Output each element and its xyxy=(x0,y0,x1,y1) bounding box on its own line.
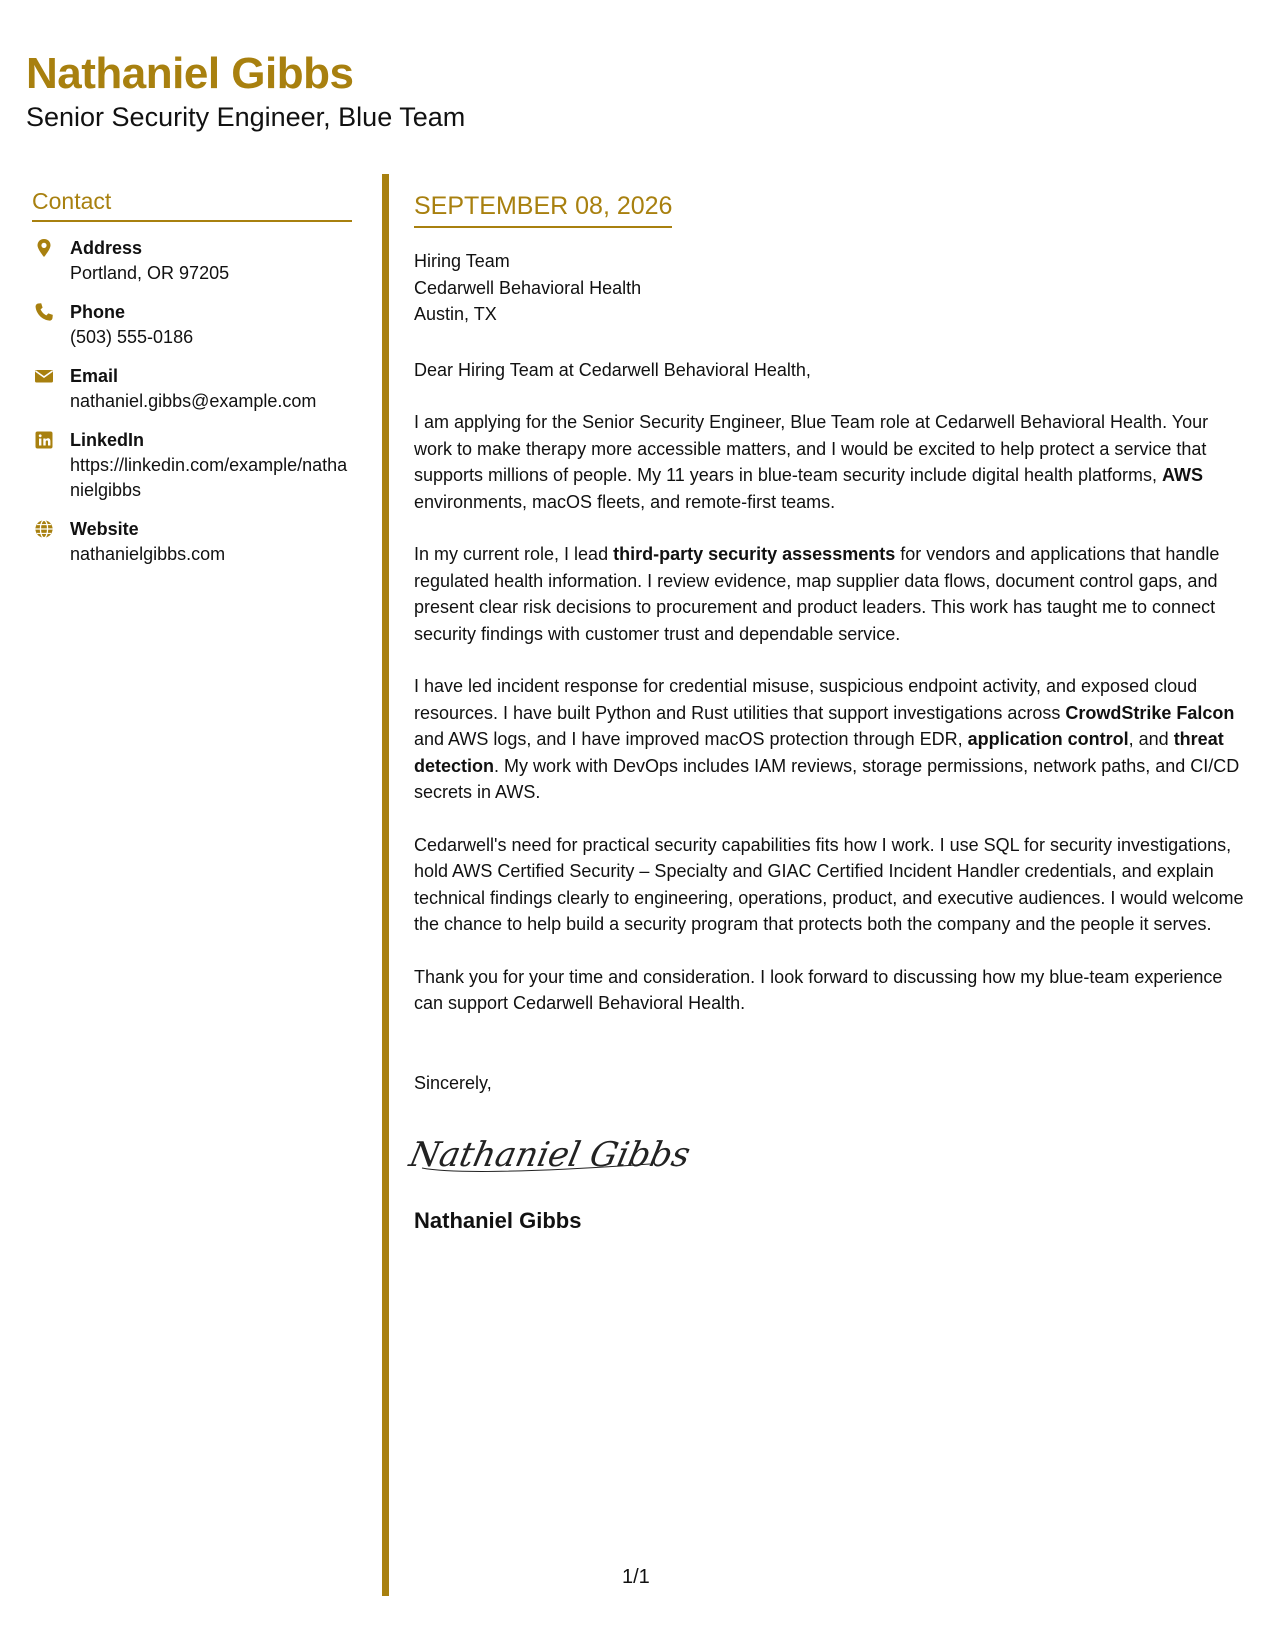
phone-label: Phone xyxy=(70,302,126,322)
closing: Sincerely, xyxy=(414,1072,492,1093)
handwritten-signature xyxy=(405,1118,1244,1188)
paragraph-text: I have led incident response for credential misuse, suspicious endpoint activity, and exposed cloud resources. I have built Python and Rust utilities that support investigations across xyxy=(414,676,1198,723)
globe-icon xyxy=(34,519,54,539)
envelope-icon xyxy=(34,366,54,386)
paragraph-text: I am applying for the Senior Security Engineer, Blue Team role at Cedarwell Behavioral Health. Your work to make therapy more accessible matters, and I would be excited to help protect a service that supports millions of people. My 11 years in blue-team security include digital health platforms, xyxy=(414,412,1209,485)
linkedin-value[interactable]: https://linkedin.com/example/nathanielgibbs xyxy=(70,455,348,500)
paragraph-text: , and xyxy=(1128,729,1174,749)
letter-body xyxy=(405,190,1244,1235)
body-paragraph xyxy=(414,541,1244,647)
address-label: Address xyxy=(70,238,143,258)
recipient-line: Austin, TX xyxy=(414,304,497,324)
recipient-line: Cedarwell Behavioral Health xyxy=(414,277,642,298)
paragraph-text: In my current role, I lead xyxy=(414,544,614,564)
applicant-title: Senior Security Engineer, Blue Team xyxy=(26,102,466,132)
body-paragraph xyxy=(414,964,1244,1017)
contact-address xyxy=(32,236,352,286)
linkedin-icon xyxy=(34,430,54,450)
phone-icon xyxy=(34,302,54,322)
contact-website xyxy=(32,517,352,567)
salutation: Dear Hiring Team at Cedarwell Behavioral Health, xyxy=(414,359,811,380)
paragraph-text: and AWS logs, and I have improved macOS protection through EDR, xyxy=(414,729,968,749)
contact-sidebar xyxy=(32,186,352,567)
emphasized-text: threat detection xyxy=(414,729,1224,776)
linkedin-label: LinkedIn xyxy=(70,430,145,450)
body-paragraph xyxy=(414,409,1244,515)
contact-linkedin xyxy=(32,428,352,503)
recipient-block xyxy=(414,248,1244,328)
address-value: Portland, OR 97205 xyxy=(70,263,230,283)
paragraph-text: Thank you for your time and consideration. I look forward to discussing how my blue-team experience can support Cedarwell Behavioral Health. xyxy=(414,966,1223,1013)
recipient-line: Hiring Team xyxy=(414,251,510,271)
body-paragraph xyxy=(414,832,1244,938)
paragraph-text: Cedarwell's need for practical security capabilities fits how I work. I use SQL for security investigations, hold AWS Certified Security – Specialty and GIAC Certified Incident Handler credentials, and explain technical findings clearly to engineering, operations, product, and executive audiences. I would welcome the chance to help build a security program that protects both the company and the people it serves. xyxy=(414,834,1244,934)
contact-phone xyxy=(32,300,352,350)
emphasized-text: AWS xyxy=(1162,465,1204,485)
letter-date: SEPTEMBER 08, 2026 xyxy=(414,190,672,228)
contact-section-title: Contact xyxy=(32,186,352,222)
website-value[interactable]: nathanielgibbs.com xyxy=(70,544,226,564)
page-number: 1/1 xyxy=(622,1566,650,1588)
contact-email xyxy=(32,364,352,414)
body-paragraph xyxy=(414,673,1244,806)
website-label: Website xyxy=(70,519,139,539)
emphasized-text: CrowdStrike Falcon xyxy=(1065,702,1235,723)
signature-image xyxy=(405,1118,694,1188)
email-value[interactable]: nathaniel.gibbs@example.com xyxy=(70,391,317,411)
map-pin-icon xyxy=(34,238,54,258)
header xyxy=(26,48,465,134)
paragraph-text: for vendors and applications that handle regulated health information. I review evidence, map supplier data flows, document control gaps, and present clear risk decisions to procurement and product leaders. This work has taught me to connect security findings with customer trust and dependable service. xyxy=(414,544,1220,644)
email-label: Email xyxy=(70,366,119,386)
signature-script: Nathaniel Gibbs xyxy=(405,1135,694,1175)
emphasized-text: application control xyxy=(967,729,1129,749)
vertical-divider xyxy=(382,174,389,1596)
paragraph-text: . My work with DevOps includes IAM reviews, storage permissions, network paths, and CI/CD secrets in AWS. xyxy=(414,755,1240,802)
paragraph-text: environments, macOS fleets, and remote-first teams. xyxy=(414,491,836,512)
applicant-name: Nathaniel Gibbs xyxy=(26,49,354,98)
signer-name: Nathaniel Gibbs xyxy=(414,1208,582,1233)
emphasized-text: third-party security assessments xyxy=(613,544,896,564)
phone-value: (503) 555-0186 xyxy=(70,327,194,347)
